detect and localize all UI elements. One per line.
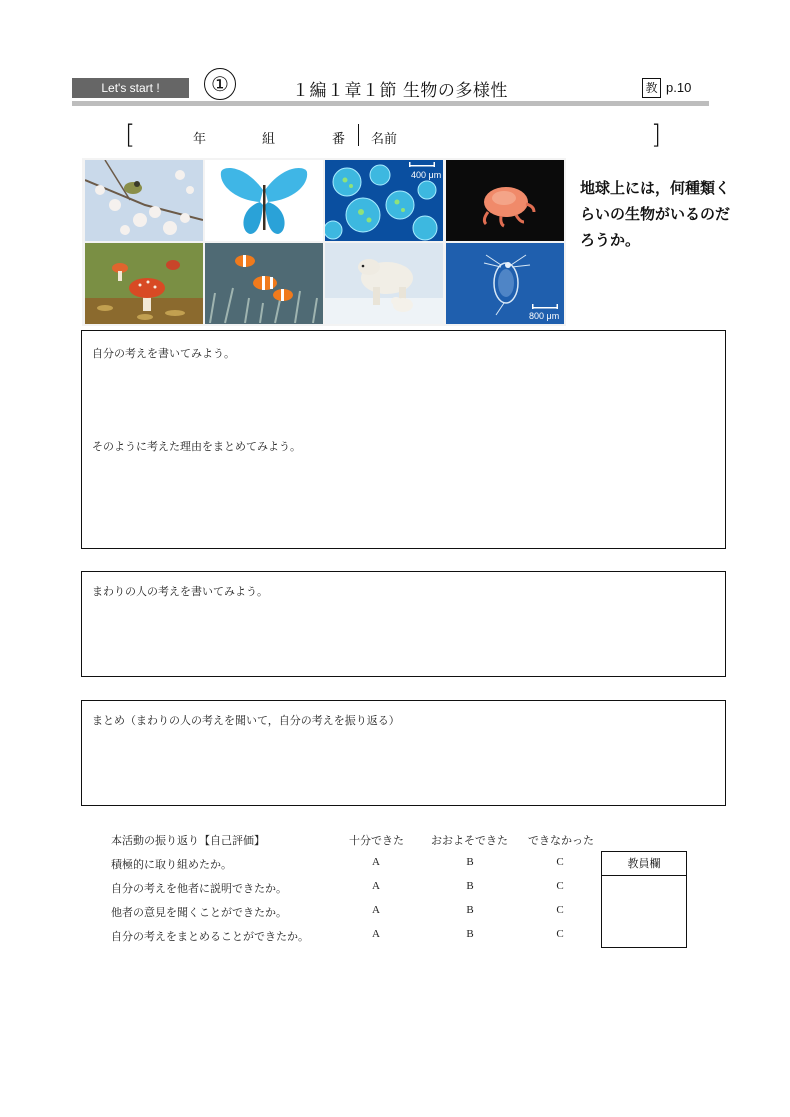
others-idea-box[interactable]: [81, 571, 726, 677]
summary-prompt: まとめ（まわりの人の考えを聞いて，自分の考えを振り返る）: [92, 714, 400, 727]
grade-b[interactable]: B: [466, 880, 474, 892]
summary-box[interactable]: [81, 700, 726, 806]
blue-butterfly-photo: [205, 160, 323, 241]
driving-question: 地球上には，何種類くらいの生物がいるのだろうか。: [580, 179, 731, 249]
clownfish-anemone-photo: [205, 243, 323, 324]
evaluation-col-poor: できなかった: [528, 834, 594, 847]
grade-a[interactable]: A: [372, 856, 380, 868]
grade-b[interactable]: B: [466, 928, 474, 940]
organism-photo-grid: [82, 158, 566, 326]
lets-start-badge: Let's start !: [72, 78, 189, 98]
grade-c[interactable]: C: [556, 904, 564, 916]
teacher-column-label: 教員欄: [602, 852, 686, 876]
header-rule: [72, 101, 709, 106]
green-algae-micro-photo: [325, 160, 443, 241]
my-idea-box[interactable]: [81, 330, 726, 549]
water-flea-plankton-photo: [446, 243, 564, 324]
page-title: １編１章１節 生物の多様性: [292, 81, 508, 101]
grade-a[interactable]: A: [372, 904, 380, 916]
grade-b[interactable]: B: [466, 856, 474, 868]
evaluation-heading: 本活動の振り返り【自己評価】: [111, 834, 265, 847]
orange-deep-sea-creature-photo: [446, 160, 564, 241]
name-bracket-close: ]: [651, 120, 662, 150]
red-mushrooms-photo: [85, 243, 203, 324]
year-label: 年: [193, 132, 207, 147]
class-label: 組: [262, 132, 276, 147]
grade-c[interactable]: C: [556, 928, 564, 940]
grade-a[interactable]: A: [372, 928, 380, 940]
my-idea-prompt: 自分の考えを書いてみよう。: [92, 347, 235, 360]
evaluation-row-label: 積極的に取り組めたか。: [111, 858, 232, 871]
cherry-blossom-bird-photo: [85, 160, 203, 241]
scale-label-400: 400 μm: [411, 170, 442, 180]
textbook-page-ref: p.10: [666, 80, 692, 95]
others-idea-prompt: まわりの人の考えを書いてみよう。: [92, 585, 268, 598]
scale-label-800: 800 μm: [529, 311, 560, 321]
textbook-mark: 教: [642, 78, 661, 98]
name-label: 名前: [371, 132, 398, 147]
teacher-column-box[interactable]: [601, 851, 687, 948]
evaluation-row-label: 他者の意見を聞くことができたか。: [111, 906, 287, 919]
name-bracket-open: [: [125, 120, 136, 150]
grade-c[interactable]: C: [556, 856, 564, 868]
evaluation-col-fair: おおよそできた: [431, 834, 508, 847]
evaluation-col-good: 十分できた: [349, 834, 404, 847]
evaluation-row-label: 自分の考えをまとめることができたか。: [111, 930, 309, 943]
grade-a[interactable]: A: [372, 880, 380, 892]
lesson-number: ①: [204, 68, 236, 100]
grade-b[interactable]: B: [466, 904, 474, 916]
student-number-label: 番: [332, 132, 346, 147]
grade-c[interactable]: C: [556, 880, 564, 892]
polar-bears-photo: [325, 243, 443, 324]
my-reason-prompt: そのように考えた理由をまとめてみよう。: [92, 440, 301, 453]
name-divider: [358, 124, 359, 146]
evaluation-row-label: 自分の考えを他者に説明できたか。: [111, 882, 287, 895]
